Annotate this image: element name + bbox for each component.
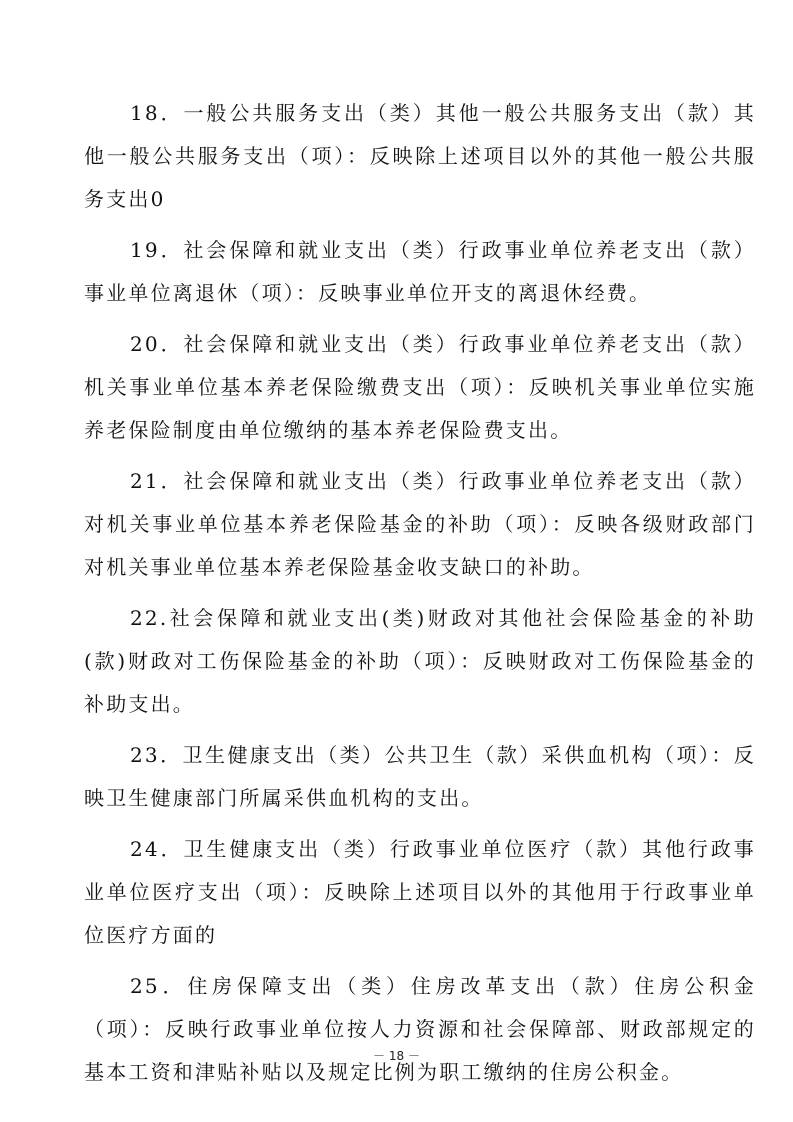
paragraph-item-19: 19．社会保障和就业支出（类）行政事业单位养老支出（款）事业单位离退休（项）：反映事业单位开支的离退休经费。: [84, 238, 756, 305]
paragraph-item-22: 22.社会保障和就业支出(类)财政对其他社会保险基金的补助(款)财政对工伤保险基金的补助（项）：反映财政对工伤保险基金的补助支出。: [84, 606, 756, 716]
paragraph-item-25: 25．住房保障支出（类）住房改革支出（款）住房公积金（项）：反映行政事业单位按人力资源和社会保障部、财政部规定的 基本工资和津贴补贴以及规定比例为职工缴纳的住房公积金。: [84, 974, 756, 1084]
paragraph-item-21: 21．社会保障和就业支出（类）行政事业单位养老支出（款）对机关事业单位基本养老保险基金的补助（项）：反映各级财政部门对机关事业单位基本养老保险基金收支缺口的补助。: [84, 469, 756, 579]
paragraph-item-18: 18．一般公共服务支出（类）其他一般公共服务支出（款）其他一般公共服务支出（项）：反映除上述项目以外的其他一般公共服务支出0: [84, 101, 756, 211]
paragraph-item-23: 23．卫生健康支出（类）公共卫生（款）采供血机构（项）：反映卫生健康部门所属采供血机构的支出。: [84, 743, 756, 810]
paragraph-item-24: 24．卫生健康支出（类）行政事业单位医疗（款）其他行政事业单位医疗支出（项）：反映除上述项目以外的其他用于行政事业单位医疗方面的: [84, 837, 756, 947]
document-body: [84, 92, 756, 1102]
paragraph-item-20: 20．社会保障和就业支出（类）行政事业单位养老支出（款）机关事业单位基本养老保险缴费支出（项）：反映机关事业单位实施养老保险制度由单位缴纳的基本养老保险费支出。: [84, 332, 756, 442]
page-number: － 18 －: [373, 1049, 420, 1063]
